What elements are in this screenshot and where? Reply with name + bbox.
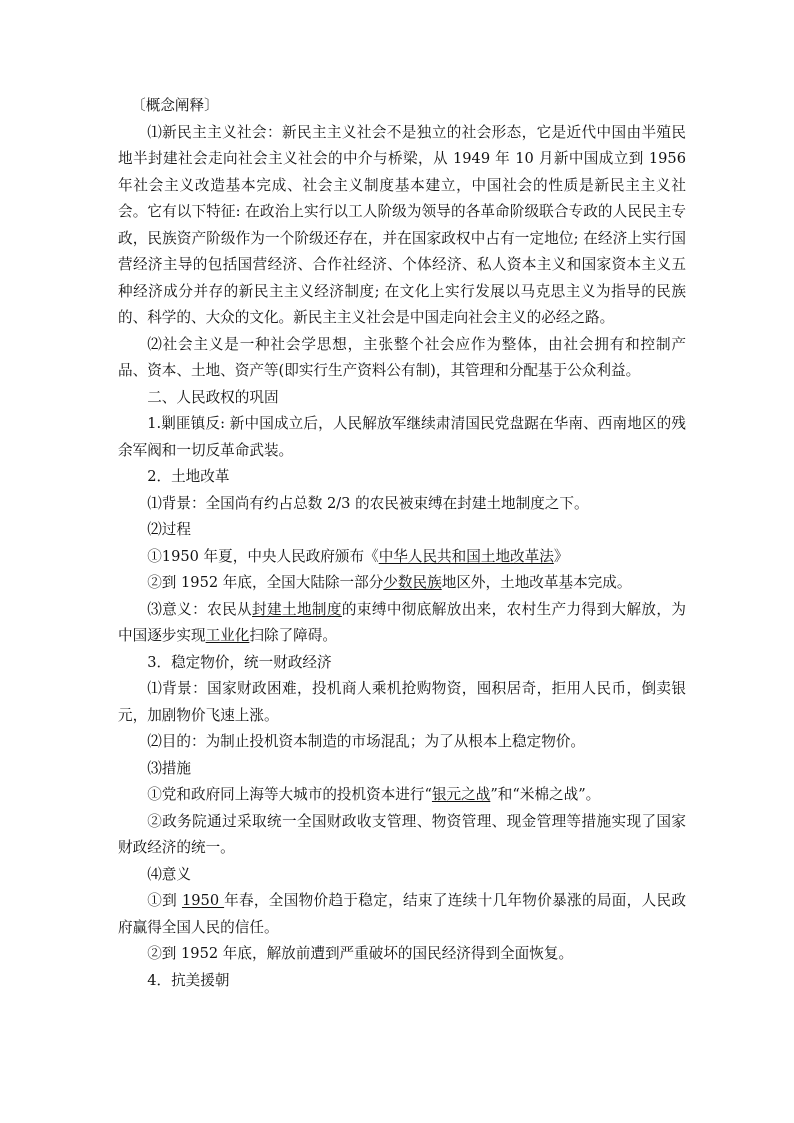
text-segment: ①党和政府同上海等大城市的投机资本进行“	[147, 786, 432, 803]
item-bandit-suppression: 1.剿匪镇反: 新中国成立后，人民解放军继续肃清国民党盘踞在华南、西南地区的残余军阀和一切反革命武装。	[118, 415, 686, 459]
prices-measures: ⑶措施	[147, 759, 191, 777]
prices-measure-2: ②政务院通过采取统一全国财政收支管理、物资管理、现金管理等措施实现了国家财政经济的统一。	[118, 812, 686, 856]
underlined-term: 银元之战	[431, 786, 491, 803]
land-reform-process-1	[118, 544, 686, 571]
section-title-consolidation: 二、人民政权的巩固	[147, 388, 279, 406]
prices-background: ⑴背景：国家财政困难，投机商人乘机抢购物资，囤积居奇，拒用人民币，倒卖银元，加剧物价飞速上涨。	[118, 680, 686, 724]
text-segment: 》	[553, 547, 569, 565]
text-segment: ”和“米棉之战”。	[490, 786, 601, 803]
land-reform-process: ⑵过程	[147, 521, 191, 538]
text-segment: 年春，全国物价趋于稳定，结束了连续十几年物价暴涨的局面，人民政府赢得全国人民的信任。	[118, 892, 687, 936]
item-land-reform-title: 2．土地改革	[147, 468, 230, 485]
prices-goal: ⑵目的：为制止投机资本制造的市场混乱；为了从根本上稳定物价。	[147, 733, 586, 750]
underlined-term: 封建土地制度	[252, 600, 342, 618]
item-prices-title: 3．稳定物价，统一财政经济	[147, 653, 332, 671]
underlined-term: 1950	[181, 892, 225, 909]
text-segment: 的束缚中彻底解放出来，农村生产力得到大解放，为中国逐步实现	[118, 600, 686, 644]
underlined-term: 少数民族	[383, 574, 442, 591]
paragraph-new-democratic-society: ⑴新民主主义社会：新民主主义社会不是独立的社会形态，它是近代中国由半殖民地半封建社会走向社会主义社会的中介与桥梁，从 1949 年 10 月新中国成立到 1956 年社会主义改造基本完成、社会主义制度基本建立，中国社会的性质是新民主主义社会。它有以下特征: 在政治上实行以工人阶级为领导的各革命阶级联合专政的人民民主专政，民族资产阶级作为一个阶级还存在，并在国家政权中占有一定地位; 在经济上实行国营经济主导的包括国营经济、合作社经济、个体经济、私人资本主义和国家资本主义五种经济成分并存的新民主主义经济制度; 在文化上实行发展以马克思主义为指导的民族的、科学的、大众的文化。新民主主义社会是中国走向社会主义的必经之路。	[118, 123, 686, 326]
land-reform-process-2	[118, 570, 686, 597]
prices-significance-2: ②到 1952 年底，解放前遭到严重破坏的国民经济得到全面恢复。	[147, 945, 574, 962]
paragraph-socialism: ⑵社会主义是一种社会学思想，主张整个社会应作为整体，由社会拥有和控制产品、资本、土地、资产等(即实行生产资料公有制)，其管理和分配基于公众利益。	[118, 335, 686, 379]
concept-heading: 〔概念阐释〕	[131, 97, 219, 114]
text-segment: ②到 1952 年底，全国大陆除一部分	[147, 574, 384, 591]
text-segment: ①1950 年夏，中央人民政府颁布《	[147, 547, 379, 565]
land-reform-background: ⑴背景：全国尚有约占总数 2/3 的农民被束缚在封建土地制度之下。	[147, 494, 589, 512]
land-reform-significance	[118, 597, 686, 650]
text-segment: ⑶意义：农民从	[147, 600, 253, 618]
item-korea-title: 4．抗美援朝	[147, 971, 230, 989]
prices-measure-1	[118, 782, 686, 809]
underlined-term: 中华人民共和国土地改革法	[378, 547, 554, 565]
prices-significance-1	[118, 888, 686, 941]
text-segment: 地区外，土地改革基本完成。	[441, 574, 632, 591]
text-segment: ①到	[147, 892, 182, 909]
underlined-term: 工业化	[205, 627, 250, 644]
document-page	[118, 93, 686, 994]
text-segment: 扫除了障碍。	[249, 627, 337, 644]
prices-significance: ⑷意义	[147, 865, 191, 883]
